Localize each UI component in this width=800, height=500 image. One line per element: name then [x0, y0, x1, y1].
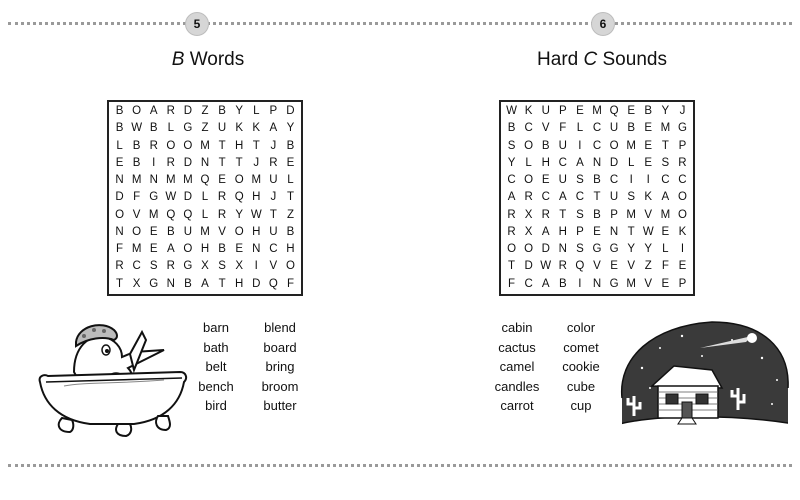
grid-letter: H	[235, 139, 244, 152]
grid-letter: M	[660, 122, 671, 135]
word-search-grid-left	[107, 100, 303, 296]
grid-letter: Q	[268, 277, 278, 290]
grid-letter: O	[524, 243, 534, 256]
grid-letter: W	[165, 191, 177, 204]
grid-letter: E	[644, 139, 653, 152]
grid-letter: T	[252, 139, 260, 152]
grid-letter: V	[541, 122, 550, 135]
grid-letter: U	[217, 122, 227, 135]
grid-letter: T	[218, 139, 226, 152]
word-list-item: broom	[261, 378, 299, 394]
grid-letter: B	[115, 105, 124, 117]
grid-letter: S	[576, 208, 584, 221]
grid-letter: J	[679, 105, 686, 117]
grid-letter: Z	[201, 105, 209, 117]
grid-letter: C	[592, 139, 602, 152]
grid-letter: L	[525, 156, 532, 169]
word-list-item: cabin	[501, 320, 533, 335]
word-list-item: cookie	[562, 359, 600, 374]
grid-letter: S	[661, 156, 670, 169]
word-list-item: blend	[264, 320, 296, 335]
grid-letter: A	[149, 105, 158, 117]
grid-letter: K	[644, 191, 653, 204]
page-number-left: 5	[185, 12, 209, 36]
grid-letter: N	[166, 277, 175, 290]
grid-letter: E	[661, 277, 670, 290]
word-list-item: bench	[198, 378, 234, 394]
grid-letter: E	[576, 105, 584, 117]
grid-letter: O	[507, 243, 517, 256]
grid-letter: P	[558, 105, 567, 117]
grid-letter: M	[626, 139, 636, 152]
grid-letter: E	[593, 225, 601, 238]
grid-letter: A	[507, 191, 516, 204]
grid-letter: C	[269, 243, 278, 256]
grid-letter: R	[166, 260, 175, 273]
grid-letter: C	[541, 191, 550, 204]
grid-letter: Y	[507, 156, 516, 169]
grid-letter: O	[183, 243, 193, 256]
grid-letter: U	[558, 139, 567, 152]
grid-letter: N	[592, 277, 602, 290]
grid-letter: H	[541, 156, 550, 169]
bottom-dotted-rule	[8, 464, 792, 467]
grid-letter: E	[149, 243, 158, 256]
grid-letter: M	[131, 243, 142, 256]
grid-letter: L	[627, 156, 635, 169]
word-list-left	[186, 318, 310, 416]
grid-letter: L	[167, 122, 175, 135]
grid-letter: M	[592, 105, 602, 117]
grid-letter: D	[524, 260, 533, 273]
grid-letter: J	[270, 139, 277, 152]
grid-letter: N	[252, 243, 261, 256]
grid-letter: B	[184, 277, 192, 290]
grid-letter: G	[592, 243, 602, 256]
grid-letter: M	[200, 139, 210, 152]
grid-letter: F	[508, 277, 516, 290]
grid-letter: R	[149, 139, 158, 152]
grid-letter: B	[218, 243, 226, 256]
grid-letter: T	[269, 208, 277, 221]
grid-letter: H	[252, 191, 261, 204]
grid-letter: E	[115, 156, 124, 169]
grid-letter: T	[286, 191, 294, 204]
grid-letter: G	[677, 122, 687, 135]
grid-letter: X	[132, 277, 141, 290]
grid-letter: B	[627, 122, 635, 135]
grid-letter: S	[627, 191, 635, 204]
grid-letter: R	[524, 191, 533, 204]
grid-letter: E	[541, 174, 550, 187]
grid-letter: B	[286, 225, 295, 238]
grid-letter: H	[252, 225, 261, 238]
grid-letter: F	[116, 243, 124, 256]
grid-letter: N	[609, 225, 619, 238]
word-list-right	[487, 318, 611, 416]
grid-letter: V	[269, 260, 278, 273]
grid-letter: Y	[627, 243, 635, 256]
grid-letter: I	[680, 243, 685, 256]
grid-letter: N	[592, 156, 602, 169]
grid-letter: A	[269, 122, 278, 135]
grid-letter: D	[541, 243, 550, 256]
grid-letter: O	[524, 174, 534, 187]
word-list-item: comet	[563, 339, 599, 355]
grid-letter: N	[200, 156, 210, 169]
grid-letter: W	[642, 225, 654, 238]
grid-letter: O	[677, 208, 687, 221]
word-list-item: barn	[202, 320, 230, 335]
grid-letter: R	[166, 156, 175, 169]
grid-letter: D	[183, 156, 193, 169]
grid-letter: S	[576, 174, 584, 187]
grid-letter: E	[678, 260, 687, 273]
grid-letter: O	[677, 191, 687, 204]
grid-letter: A	[558, 191, 567, 204]
grid-letter: P	[269, 105, 278, 117]
grid-letter: O	[166, 139, 176, 152]
grid-letter: O	[524, 139, 534, 152]
grid-letter: F	[133, 191, 141, 204]
grid-letter: P	[610, 208, 618, 221]
grid-letter: X	[201, 260, 209, 273]
grid-letter: T	[218, 277, 226, 290]
grid-letter: L	[287, 174, 294, 187]
grid-letter: Z	[644, 260, 652, 273]
grid-letter: G	[183, 260, 193, 273]
grid-letter: B	[558, 277, 567, 290]
grid-letter: B	[115, 122, 124, 135]
grid-letter: B	[593, 174, 601, 187]
grid-letter: B	[218, 105, 226, 117]
grid-letter: L	[201, 208, 209, 221]
grid-letter: N	[149, 174, 158, 187]
grid-letter: S	[507, 139, 516, 152]
grid-letter: W	[506, 105, 517, 117]
grid-letter: E	[644, 122, 653, 135]
grid-letter: F	[661, 260, 669, 273]
grid-letter: H	[235, 277, 244, 290]
grid-letter: R	[217, 208, 227, 221]
grid-letter: C	[524, 122, 533, 135]
grid-letter: E	[286, 156, 295, 169]
duck-bathtub-illustration	[34, 312, 194, 442]
grid-letter: Q	[166, 208, 176, 221]
grid-letter: L	[253, 105, 260, 117]
grid-letter: U	[269, 225, 278, 238]
grid-letter: P	[678, 277, 687, 290]
grid-letter: S	[149, 260, 158, 273]
grid-letter: K	[524, 105, 533, 117]
grid-letter: M	[183, 174, 193, 187]
grid-letter: Q	[234, 191, 244, 204]
grid-letter: V	[627, 260, 635, 273]
grid-letter: R	[269, 156, 278, 169]
grid-letter: T	[559, 208, 567, 221]
grid-letter: X	[524, 225, 533, 238]
grid-letter: U	[609, 191, 619, 204]
grid-letter: M	[626, 277, 636, 290]
grid-letter: Y	[235, 208, 243, 221]
grid-letter: T	[235, 156, 243, 169]
top-dotted-rule	[8, 22, 792, 25]
word-list-item: butter	[263, 398, 297, 413]
grid-letter: C	[524, 277, 533, 290]
grid-letter: L	[116, 139, 123, 152]
grid-letter: T	[593, 191, 601, 204]
grid-letter: V	[218, 225, 226, 238]
word-list-item: color	[566, 320, 596, 335]
grid-letter: U	[541, 105, 550, 117]
grid-letter: W	[250, 208, 262, 221]
grid-letter: R	[678, 156, 687, 169]
grid-letter: Z	[201, 122, 209, 135]
grid-letter: C	[575, 191, 585, 204]
grid-letter: X	[235, 260, 243, 273]
grid-letter: B	[149, 122, 158, 135]
grid-letter: O	[132, 105, 142, 117]
grid-letter: A	[661, 191, 670, 204]
grid-letter: N	[115, 174, 124, 187]
grid-letter: G	[149, 277, 159, 290]
grid-letter: Q	[183, 208, 193, 221]
grid-letter: I	[646, 174, 650, 187]
grid-letter: E	[644, 156, 653, 169]
grid-letter: A	[201, 277, 209, 290]
grid-letter: Y	[644, 243, 653, 256]
grid-letter: W	[540, 260, 552, 273]
grid-letter: C	[132, 260, 141, 273]
word-list-item: belt	[205, 359, 227, 374]
grid-letter: J	[253, 156, 260, 169]
word-list-item: candles	[494, 378, 540, 394]
grid-letter: G	[609, 277, 619, 290]
grid-letter: L	[576, 122, 584, 135]
grid-letter: H	[200, 243, 210, 256]
grid-letter: R	[558, 260, 567, 273]
word-list-item: cup	[570, 398, 592, 413]
grid-letter: E	[218, 174, 226, 187]
grid-letter: G	[609, 243, 619, 256]
grid-letter: D	[115, 191, 124, 204]
word-list-item: cube	[566, 378, 596, 394]
grid-letter: Z	[286, 208, 294, 221]
grid-letter: M	[131, 174, 142, 187]
grid-letter: B	[166, 225, 175, 238]
grid-letter: P	[678, 139, 687, 152]
grid-letter: D	[609, 156, 619, 169]
grid-letter: O	[609, 139, 619, 152]
grid-letter: M	[200, 225, 210, 238]
word-list-item: board	[263, 339, 297, 355]
grid-letter: T	[627, 225, 635, 238]
grid-letter: M	[626, 208, 636, 221]
grid-letter: E	[661, 225, 670, 238]
grid-letter: C	[661, 174, 670, 187]
grid-letter: E	[149, 225, 158, 238]
grid-letter: L	[201, 191, 209, 204]
grid-letter: G	[183, 122, 193, 135]
grid-letter: D	[183, 105, 193, 117]
title-rest-left: Words	[184, 49, 245, 70]
word-list-item: cactus	[498, 339, 536, 355]
grid-letter: M	[148, 208, 159, 221]
grid-letter: N	[558, 243, 567, 256]
grid-letter: B	[132, 156, 141, 169]
grid-letter: O	[183, 139, 193, 152]
grid-letter: G	[149, 191, 159, 204]
grid-letter: E	[610, 260, 618, 273]
grid-letter: D	[286, 105, 295, 117]
grid-letter: R	[541, 208, 550, 221]
word-list-item: bird	[205, 398, 227, 413]
grid-letter: A	[576, 156, 584, 169]
grid-letter: S	[218, 260, 226, 273]
grid-letter: A	[541, 225, 550, 238]
grid-letter: R	[217, 191, 227, 204]
grid-letter: F	[559, 122, 567, 135]
title-a-right: Hard	[537, 49, 584, 70]
grid-letter: R	[115, 260, 124, 273]
grid-letter: M	[166, 174, 176, 187]
grid-letter: E	[235, 243, 243, 256]
grid-letter: D	[252, 277, 261, 290]
page-number-right: 6	[591, 12, 615, 36]
grid-letter: B	[286, 139, 295, 152]
grid-letter: B	[644, 105, 653, 117]
title-b-right: Sounds	[597, 49, 667, 70]
grid-letter: U	[269, 174, 278, 187]
word-list-item: carrot	[500, 398, 534, 413]
grid-letter: C	[678, 174, 687, 187]
grid-letter: O	[234, 225, 244, 238]
grid-letter: N	[115, 225, 124, 238]
grid-letter: B	[132, 139, 141, 152]
grid-letter: I	[578, 277, 582, 290]
grid-letter: C	[592, 122, 602, 135]
grid-letter: M	[251, 174, 262, 187]
grid-letter: E	[627, 105, 635, 117]
grid-letter: Q	[609, 105, 619, 117]
grid-letter: I	[152, 156, 156, 169]
grid-letter: R	[166, 105, 175, 117]
grid-letter: Y	[235, 105, 243, 117]
grid-letter: X	[524, 208, 533, 221]
grid-letter: F	[286, 277, 294, 290]
grid-letter: B	[593, 208, 601, 221]
grid-letter: W	[131, 122, 143, 135]
grid-letter: D	[183, 191, 193, 204]
cabin-comet-illustration	[612, 318, 794, 442]
grid-letter: C	[609, 174, 619, 187]
grid-letter: O	[132, 225, 142, 238]
grid-letter: J	[270, 191, 277, 204]
grid-letter: A	[166, 243, 175, 256]
grid-letter: K	[235, 122, 243, 135]
grid-letter: Q	[200, 174, 210, 187]
grid-letter: P	[576, 225, 584, 238]
grid-letter: K	[252, 122, 261, 135]
grid-letter: A	[541, 277, 550, 290]
grid-letter: T	[218, 156, 226, 169]
grid-letter: I	[578, 139, 582, 152]
grid-letter: T	[661, 139, 669, 152]
grid-letter: O	[234, 174, 244, 187]
grid-letter: L	[662, 243, 669, 256]
grid-letter: U	[558, 174, 567, 187]
grid-letter: R	[507, 208, 516, 221]
grid-letter: V	[644, 208, 653, 221]
grid-letter: H	[286, 243, 295, 256]
grid-letter: B	[541, 139, 550, 152]
grid-letter: B	[507, 122, 516, 135]
grid-letter: V	[132, 208, 141, 221]
grid-letter: H	[558, 225, 567, 238]
grid-letter: C	[507, 174, 516, 187]
word-list-item: camel	[499, 359, 535, 374]
title-em-left: B	[171, 49, 185, 70]
grid-letter: O	[285, 260, 295, 273]
word-list-item: bath	[203, 339, 229, 355]
grid-letter: M	[660, 208, 671, 221]
grid-letter: I	[629, 174, 633, 187]
grid-letter: Y	[286, 122, 295, 135]
grid-letter: V	[644, 277, 653, 290]
word-list-item: bring	[265, 359, 295, 374]
page-title-left	[78, 49, 338, 71]
grid-letter: I	[254, 260, 258, 273]
grid-letter: T	[116, 277, 124, 290]
title-em-right: C	[583, 49, 598, 70]
grid-letter: Y	[661, 105, 670, 117]
grid-letter: U	[609, 122, 619, 135]
grid-letter: K	[678, 225, 687, 238]
grid-letter: Q	[575, 260, 585, 273]
word-search-grid-right	[499, 100, 695, 296]
grid-letter: V	[593, 260, 601, 273]
page-title-right	[472, 49, 732, 71]
grid-letter: U	[183, 225, 193, 238]
grid-letter: O	[115, 208, 125, 221]
grid-letter: R	[507, 225, 516, 238]
grid-letter: T	[508, 260, 516, 273]
grid-letter: S	[576, 243, 584, 256]
grid-letter: C	[558, 156, 567, 169]
